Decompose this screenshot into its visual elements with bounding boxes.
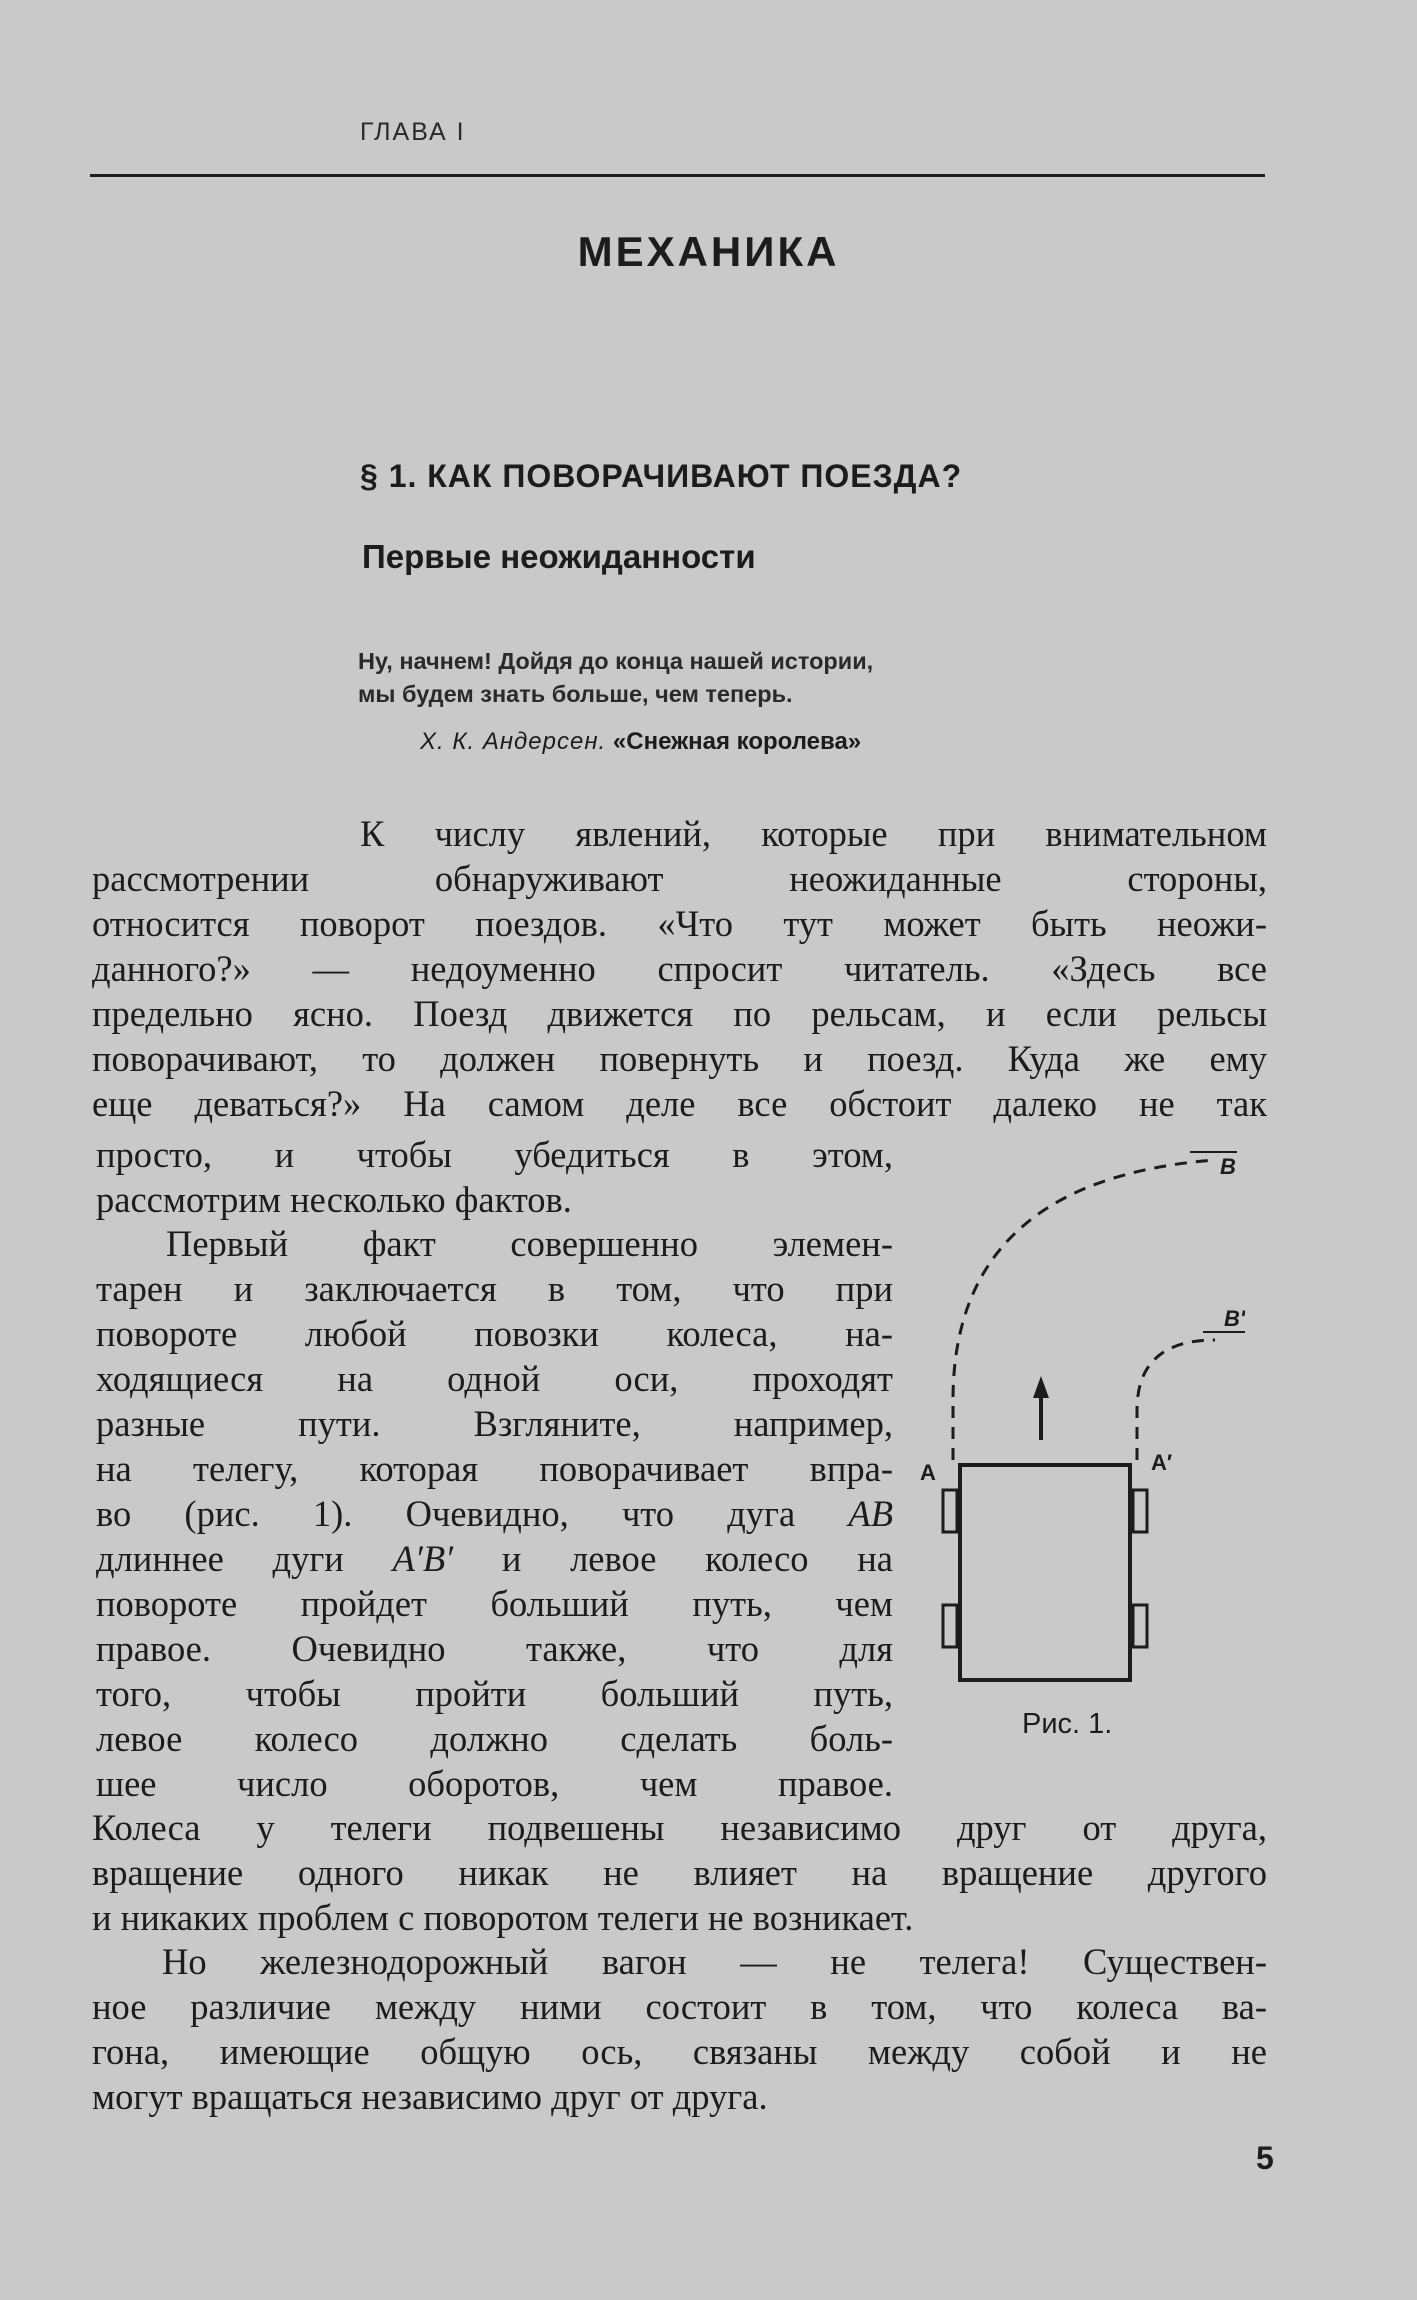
text-line: длиннее дуги A′B′ и левое колесо на: [96, 1538, 893, 1579]
text-line: Колеса у телеги подвешены независимо друг от друга,: [92, 1807, 1267, 1848]
label-a1: A′: [1151, 1450, 1173, 1475]
text-line: гона, имеющие общую ось, связаны между собой и не: [92, 2031, 1267, 2072]
chapter-title: МЕХАНИКА: [577, 228, 840, 275]
text-line: Но железнодорожный вагон — не телега! Существен-: [162, 1941, 1267, 1982]
text-line: просто, и чтобы убедиться в этом,: [96, 1134, 893, 1175]
subsection-title: Первые неожиданности: [362, 538, 756, 575]
text-line: К числу явлений, которые при внимательном: [360, 813, 1267, 854]
text-line: правое. Очевидно также, что для: [96, 1628, 893, 1669]
text-line: и никаких проблем с поворотом телеги не возникает.: [92, 1897, 914, 1938]
text-line: шее число оборотов, чем правое.: [96, 1763, 893, 1804]
epigraph-work: «Снежная королева»: [612, 728, 862, 755]
text-line: предельно ясно. Поезд движется по рельсам, и если рельсы: [92, 993, 1267, 1034]
path-a1b1: [1137, 1340, 1215, 1460]
text-line: еще деваться?» На самом деле все обстоит далеко не так: [92, 1083, 1267, 1124]
cart-turn-diagram: [915, 1140, 1245, 1760]
arc-ab: AB: [848, 1493, 894, 1534]
epigraph-author: Х. К. Андерсен.: [420, 728, 607, 755]
wheel-rear-left: [943, 1605, 957, 1647]
text-line: относится поворот поездов. «Что тут может быть неожи-: [92, 903, 1267, 944]
epigraph-attribution: [420, 728, 861, 756]
wheel-front-right: [1133, 1490, 1147, 1532]
text-line: тарен и заключается в том, что при: [96, 1268, 893, 1309]
text-line: данного?» — недоуменно спросит читатель. «Здесь все: [92, 948, 1267, 989]
cart-body: [960, 1465, 1130, 1680]
header-rule: [90, 174, 1265, 177]
text-line: на телегу, которая поворачивает впра-: [96, 1448, 893, 1489]
running-head: ГЛАВА I: [360, 118, 466, 146]
wheel-rear-right: [1133, 1605, 1147, 1647]
text-line: ходящиеся на одной оси, проходят: [96, 1358, 893, 1399]
text-line: рассмотрении обнаруживают неожиданные стороны,: [92, 858, 1267, 899]
epigraph-line: мы будем знать больше, чем теперь.: [358, 681, 793, 707]
section-title: § 1. КАК ПОВОРАЧИВАЮТ ПОЕЗДА?: [360, 458, 963, 494]
wheel-front-left: [943, 1490, 957, 1532]
text-line: ное различие между ними состоит в том, что колеса ва-: [92, 1986, 1267, 2027]
text-line: левое колесо должно сделать боль-: [96, 1718, 893, 1759]
figure-caption: Рис. 1.: [1022, 1708, 1113, 1740]
text-line: вращение одного никак не влияет на вращение другого: [92, 1852, 1267, 1893]
text-line: повороте любой повозки колеса, на-: [96, 1313, 893, 1354]
arc-a1b1: A′B′: [392, 1538, 454, 1579]
path-ab: [953, 1160, 1215, 1460]
page-number: 5: [1256, 2140, 1274, 2176]
text-line: повороте пройдет больший путь, чем: [96, 1583, 893, 1624]
label-b1: B′: [1224, 1306, 1245, 1331]
epigraph: [358, 645, 873, 711]
direction-arrow: [1033, 1376, 1049, 1440]
text-line: поворачивают, то должен повернуть и поезд. Куда же ему: [92, 1038, 1267, 1079]
label-a: A: [920, 1460, 936, 1485]
epigraph-line: Ну, начнем! Дойдя до конца нашей истории,: [358, 648, 874, 674]
text-line: разные пути. Взгляните, например,: [96, 1403, 893, 1444]
label-b: B: [1220, 1154, 1236, 1179]
text-line: во (рис. 1). Очевидно, что дуга AB: [96, 1493, 894, 1534]
text-line: рассмотрим несколько фактов.: [96, 1179, 572, 1220]
text-line: Первый факт совершенно элемен-: [166, 1223, 893, 1264]
text-line: могут вращаться независимо друг от друга.: [92, 2076, 768, 2117]
text-line: того, чтобы пройти больший путь,: [96, 1673, 893, 1714]
